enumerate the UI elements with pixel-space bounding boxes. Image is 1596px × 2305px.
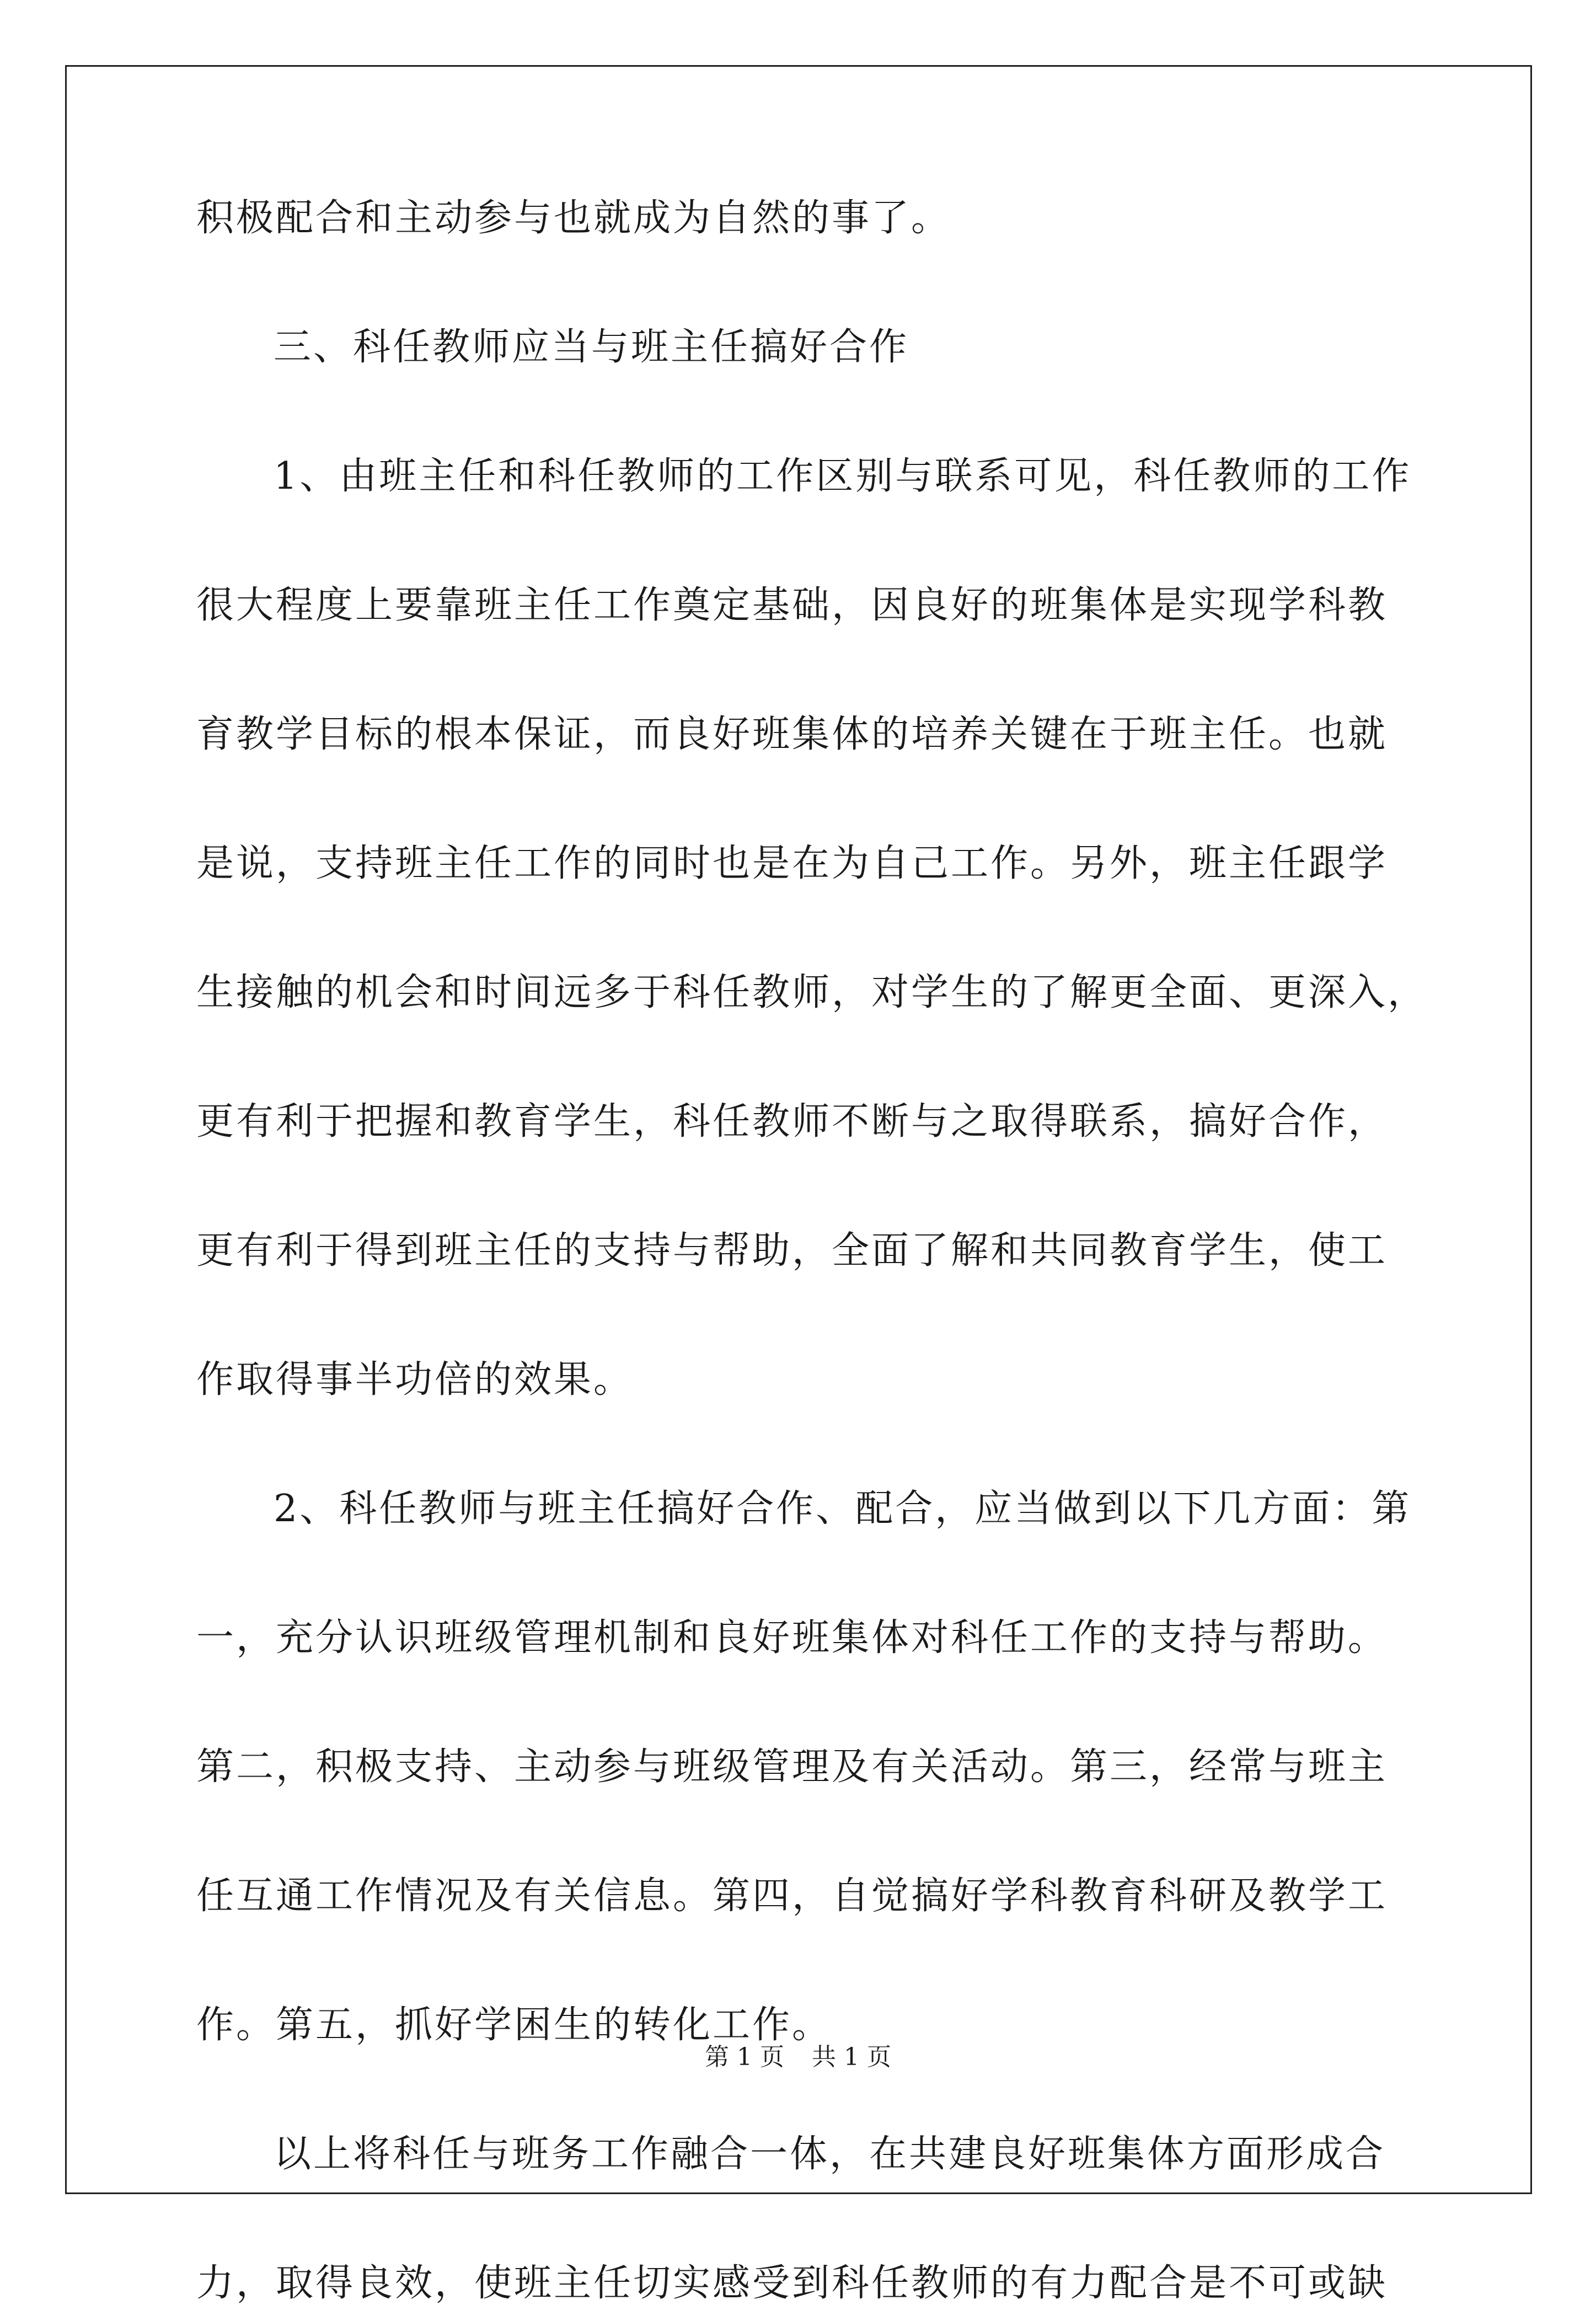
document-body: [196, 196, 1428, 2305]
paragraph-line: 一，充分认识班级管理机制和良好班集体对科任工作的支持与帮助。: [196, 1616, 1388, 1660]
paragraph-line: 以上将科任与班务工作融合一体，在共建良好班集体方面形成合: [274, 2132, 1386, 2176]
paragraph-line: 作。第五，抓好学困生的转化工作。: [196, 2003, 832, 2047]
paragraph-line: 力，取得良效，使班主任切实感受到科任教师的有力配合是不可或缺: [196, 2261, 1388, 2305]
paragraph-line: 2、科任教师与班主任搞好合作、配合，应当做到以下几方面：第: [274, 1487, 1412, 1531]
page-total: 共 1 页: [812, 2043, 891, 2071]
paragraph-line: 任互通工作情况及有关信息。第四，自觉搞好学科教育科研及教学工: [196, 1874, 1388, 1918]
paragraph-line: 育教学目标的根本保证，而良好班集体的培养关键在于班主任。也就: [196, 713, 1388, 756]
section-heading: 三、科任教师应当与班主任搞好合作: [274, 325, 909, 369]
paragraph-line: 是说，支持班主任工作的同时也是在为自己工作。另外，班主任跟学: [196, 842, 1388, 885]
paragraph-line: 作取得事半功倍的效果。: [196, 1358, 634, 1402]
paragraph-line: 第二，积极支持、主动参与班级管理及有关活动。第三，经常与班主: [196, 1745, 1388, 1789]
page-footer: [0, 2037, 1596, 2072]
paragraph-line: 很大程度上要靠班主任工作奠定基础，因良好的班集体是实现学科教: [196, 584, 1388, 627]
paragraph-line: 更有利于把握和教育学生，科任教师不断与之取得联系，搞好合作，: [196, 1100, 1388, 1143]
paragraph-line: 1、由班主任和科任教师的工作区别与联系可见，科任教师的工作: [274, 454, 1412, 498]
page-number: 第 1 页: [705, 2043, 784, 2071]
paragraph-line: 更有利于得到班主任的支持与帮助，全面了解和共同教育学生，使工: [196, 1229, 1388, 1272]
paragraph-line: 积极配合和主动参与也就成为自然的事了。: [196, 196, 951, 240]
paragraph-line: 生接触的机会和时间远多于科任教师，对学生的了解更全面、更深入，: [196, 971, 1428, 1014]
